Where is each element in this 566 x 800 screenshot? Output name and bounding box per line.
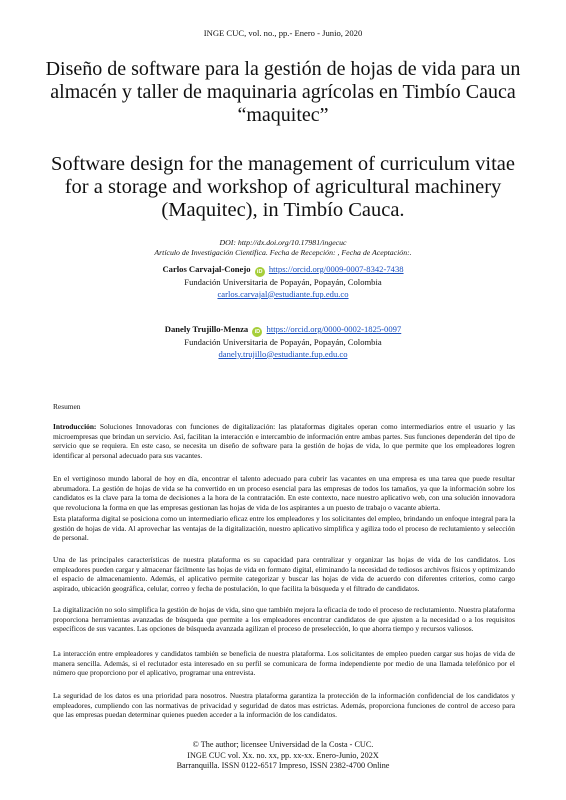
author-email[interactable]: carlos.carvajal@estudiante.fup.edu.co [217, 288, 349, 299]
author-affiliation: Fundación Universitaria de Popayán, Popayán, Colombia [184, 277, 382, 287]
abstract-text: Soluciones Innovadoras con funciones de digitalización: las plataformas digitales operan como intermediarios entre el usuario y las microempresas que brindan un servicio. Así, facilitan la interacción e intercambio de información entre ambas partes. Sus funciones dependerán del tipo de servicio que se requiera. En este caso, se necesita un diseño de software para la gestión de hojas de vida, lo que permite que los empleadores logren identificar al personal adecuado para sus vacantes. [53, 422, 515, 460]
orcid-link[interactable]: https://orcid.org/0009-0007-8342-7438 [268, 264, 404, 274]
doi-line: DOI: http://dx.doi.org/10.17981/ingecuc [219, 238, 347, 247]
page-footer [40, 740, 526, 772]
intro-label: Introducción: [53, 422, 97, 431]
abstract-paragraph: Una de las principales características de nuestra plataforma es su capacidad para centralizar y organizar las hojas de vida de los candidatos. Los empleadores pueden cargar y almacenar fácilmente las hojas de vida en formato digital, eliminando la necesidad de tediosos archivos físicos y optimizando el espacio de almacenamiento. Además, el aplicativo permite categorizar y buscar las hojas de vida de acuerdo con diferentes criterios, como cargo aspirado, ubicación geográfica, celular, correo y fecha de postulación, lo que facilita la búsqueda y el filtrado de candidatos. [53, 555, 515, 593]
author-name: Danely Trujillo-Menza [164, 324, 249, 334]
abstract-paragraph: Esta plataforma digital se posiciona como un intermediario eficaz entre los empleadores y los solicitantes del empleo, brindando un enfoque integral para la gestión de hojas de vida. Al aprovechar las ventajas de la digitalización, nuestro aplicativo simplifica y agiliza todo el proceso de reclutamiento y selección de personal. [53, 514, 515, 543]
abstract-heading: Resumen [53, 402, 81, 411]
author-block [40, 324, 526, 360]
author-block [40, 264, 526, 300]
author-email[interactable]: danely.trujillo@estudiante.fup.edu.co [218, 348, 348, 359]
doi-block [60, 238, 506, 258]
abstract-paragraph: La interacción entre empleadores y candidatos también se beneficia de nuestra plataforma. Los solicitantes de empleo pueden cargar sus hojas de vida de manera sencilla. Además, si el reclutador esta interesado en su perfil se comunicara de forma independiente por medio de una llamada telefónico por el número que proporciono por el aplicativo, programar una entrevista. [53, 649, 515, 678]
abstract-paragraph [53, 422, 515, 460]
author-line [40, 264, 526, 277]
orcid-icon[interactable]: iD [252, 327, 262, 337]
abstract-paragraph: La seguridad de los datos es una prioridad para nosotros. Nuestra plataforma garantiza la protección de la información confidencial de los candidatos y empleadores, cumpliendo con las normativas de privacidad y seguridad de datos mas estrictas. Además, proporciona funciones de control de acceso para que las empresas puedan determinar quienes pueden acceder a la información de los candidatos. [53, 691, 515, 720]
author-line [40, 324, 526, 337]
abstract-paragraph: La digitalización no solo simplifica la gestión de hojas de vida, sino que también mejora la eficacia de todo el proceso de reclutamiento. Nuestra plataforma proporciona herramientas avanzadas de búsqueda que permite a los empleadores encontrar candidatos de que ajusten a la necesidad o a los requisitos específicos de sus vacantes. Las opciones de búsqueda avanzada agilizan el proceso de preselección, lo que ahorra tiempo y recursos valiosos. [53, 605, 515, 634]
title-english: Software design for the management of curriculum vitae for a storage and workshop of agricultural machinery (Maquitec), in Timbío Cauca. [51, 153, 515, 221]
footer-citation: INGE CUC vol. Xx. no. xx, pp. xx-xx. Enero-Junio, 202X [187, 750, 379, 760]
orcid-icon[interactable]: iD [255, 267, 265, 277]
orcid-link[interactable]: https://orcid.org/0000-0002-1825-0097 [266, 324, 402, 334]
abstract-paragraph: En el vertiginoso mundo laboral de hoy en día, encontrar el talento adecuado para cubrir las vacantes en una empresa es una tarea que puede resultar abrumadora. La gestión de hojas de vida se ha convertido en un proceso esencial para las empresas de todos los tamaños, ya que la información sobre los candidatos es la clave para la toma de decisiones a la hora de la contratación. En este contexto, nace nuestro aplicativo web, con una solución innovadora que revoluciona la forma en que las empresas gestionan las hojas de vida de los aspirantes a un puesto de trabajo o vacante abierta. [53, 474, 515, 512]
author-name: Carlos Carvajal-Conejo [162, 264, 251, 274]
footer-license: © The author; licensee Universidad de la Costa - CUC. [192, 740, 374, 749]
journal-header: INGE CUC, vol. no., pp.- Enero - Junio, 2020 [203, 28, 363, 38]
author-affiliation: Fundación Universitaria de Popayán, Popayán, Colombia [184, 337, 382, 347]
title-spanish: Diseño de software para la gestión de hojas de vida para un almacén y taller de maquinaria agrícolas en Timbío Cauca “maquitec” [45, 58, 521, 126]
article-info: Artículo de Investigación Científica. Fecha de Recepción: , Fecha de Aceptación:. [154, 248, 412, 257]
footer-issn: Barranquilla. ISSN 0122-6517 Impreso, ISSN 2382-4700 Online [176, 761, 390, 770]
